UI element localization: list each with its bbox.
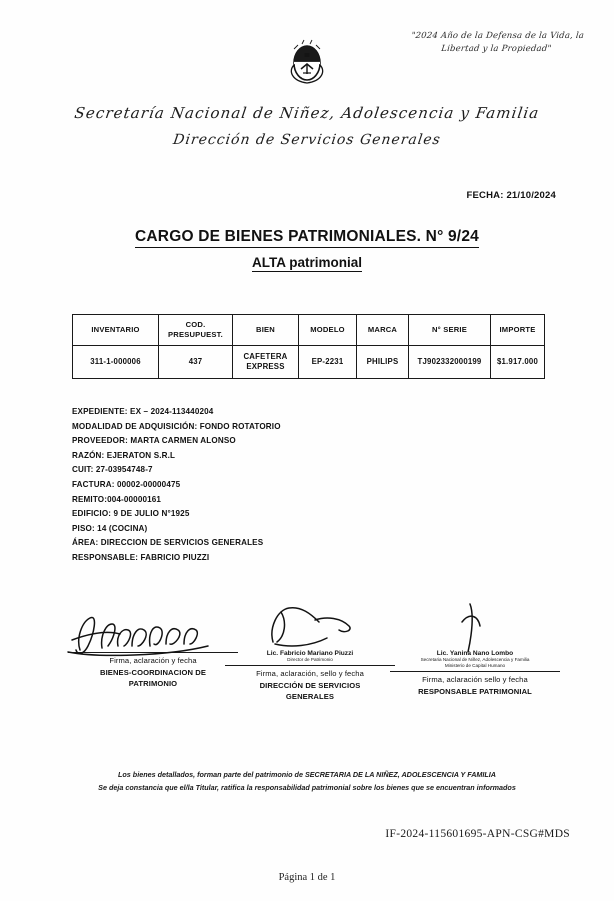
- signature-row: [0, 600, 614, 750]
- col-cod-presupuest: COD. PRESUPUEST.: [159, 315, 233, 346]
- detail-factura: FACTURA: 00002-00000475: [72, 479, 181, 489]
- signature-caption: [215, 668, 405, 703]
- col-serie: N° SERIE: [409, 315, 491, 346]
- col-importe: IMPORTE: [491, 315, 545, 346]
- organization-header: [0, 104, 614, 148]
- footnote-line2: Se deja constancia que el/la Titular, ratifica la responsabilidad patrimonial sobre los bienes que se encuentran informados: [98, 783, 516, 792]
- signature-caption-line1: Firma, aclaración sello y fecha: [422, 675, 528, 684]
- footnote-line1: Los bienes detallados, forman parte del patrimonio de SECRETARIA DE LA NIÑEZ, ADOLESCENCIA Y FAMILIA: [118, 770, 496, 779]
- detail-edificio: EDIFICIO: 9 DE JULIO N°1925: [72, 509, 190, 519]
- assets-table: [72, 314, 545, 379]
- organization-line1: Secretaría Nacional de Niñez, Adolescencia y Familia: [73, 104, 541, 122]
- page-title: [0, 228, 614, 272]
- detail-list: [72, 405, 502, 566]
- signature-caption-line3: PATRIMONIO: [128, 679, 178, 688]
- signature-block-responsable-patrimonial: [380, 600, 570, 697]
- detail-piso: PISO: 14 (COCINA): [72, 523, 148, 533]
- stamp-sub1: Director de Patrimonio: [287, 657, 333, 663]
- page-number: Página 1 de 1: [278, 872, 336, 883]
- stamp-text: [380, 650, 570, 669]
- cell-serie: TJ902332000199: [409, 346, 491, 379]
- col-inventario: INVENTARIO: [73, 315, 159, 346]
- title-main: CARGO DE BIENES PATRIMONIALES. N° 9/24: [135, 228, 479, 248]
- cell-modelo: EP-2231: [299, 346, 357, 379]
- detail-razon: RAZÓN: EJERATON S.R.L: [72, 450, 176, 460]
- stamp-text: [215, 650, 405, 663]
- footnote: [0, 768, 614, 794]
- detail-expediente: EXPEDIENTE: EX – 2024-113440204: [72, 407, 214, 416]
- detail-modalidad: MODALIDAD DE ADQUISICIÓN: FONDO ROTATORIO: [72, 421, 281, 431]
- signature-caption-line1: Firma, aclaración, sello y fecha: [256, 669, 364, 679]
- detail-responsable: RESPONSABLE: FABRICIO PIUZZI: [72, 552, 210, 562]
- signature-rule: [225, 665, 395, 666]
- cell-inventario: 311-1-000006: [73, 346, 159, 379]
- cell-bien: CAFETERA EXPRESS: [233, 346, 299, 379]
- government-slogan: "2024 Año de la Defensa de la Vida, la Libertad y la Propiedad": [410, 31, 585, 54]
- detail-area: ÁREA: DIRECCION DE SERVICIOS GENERALES: [72, 538, 264, 548]
- stamp-sub1: Secretaria Nacional de Niñez, Adolescencia y Familia: [420, 657, 530, 663]
- cell-importe: $1.917.000: [491, 346, 545, 379]
- col-modelo: MODELO: [299, 315, 357, 346]
- signature-caption-line2: RESPONSABLE PATRIMONIAL: [418, 686, 532, 696]
- signature-caption-line1: Firma, aclaración y fecha: [109, 656, 197, 665]
- col-marca: MARCA: [357, 315, 409, 346]
- stamp-name: Lic. Fabricio Mariano Piuzzi: [266, 650, 354, 657]
- cell-marca: PHILIPS: [357, 346, 409, 379]
- document-date: FECHA: 21/10/2024: [466, 190, 556, 201]
- stamp-sub2: Ministerio de Capital Humano: [444, 663, 506, 669]
- signature-caption-line3: GENERALES: [285, 692, 335, 702]
- signature-caption-line2: BIENES-COORDINACION DE: [100, 667, 206, 677]
- title-sub: ALTA patrimonial: [252, 255, 362, 270]
- detail-proveedor: PROVEEDOR: MARTA CARMEN ALONSO: [72, 436, 236, 446]
- cell-cod-presupuest: 437: [159, 346, 233, 379]
- organization-line2: Dirección de Servicios Generales: [172, 132, 442, 148]
- gde-if-code: IF-2024-115601695-APN-CSG#MDS: [385, 828, 570, 840]
- signature-caption-line2: DIRECCIÓN DE SERVICIOS: [259, 680, 361, 690]
- signature-rule: [390, 671, 560, 672]
- stamp-name: Lic. Yanina Nano Lombo: [436, 650, 514, 657]
- signature-caption: [380, 674, 570, 697]
- col-bien: BIEN: [233, 315, 299, 346]
- signature-block-servicios-generales: [215, 600, 405, 703]
- argentina-coat-of-arms-icon: [281, 33, 333, 91]
- detail-cuit: CUIT: 27-03954748-7: [72, 465, 153, 475]
- detail-remito: REMITO:004-00000161: [72, 494, 162, 504]
- table-header-row: [73, 315, 545, 346]
- table-row: [73, 346, 545, 379]
